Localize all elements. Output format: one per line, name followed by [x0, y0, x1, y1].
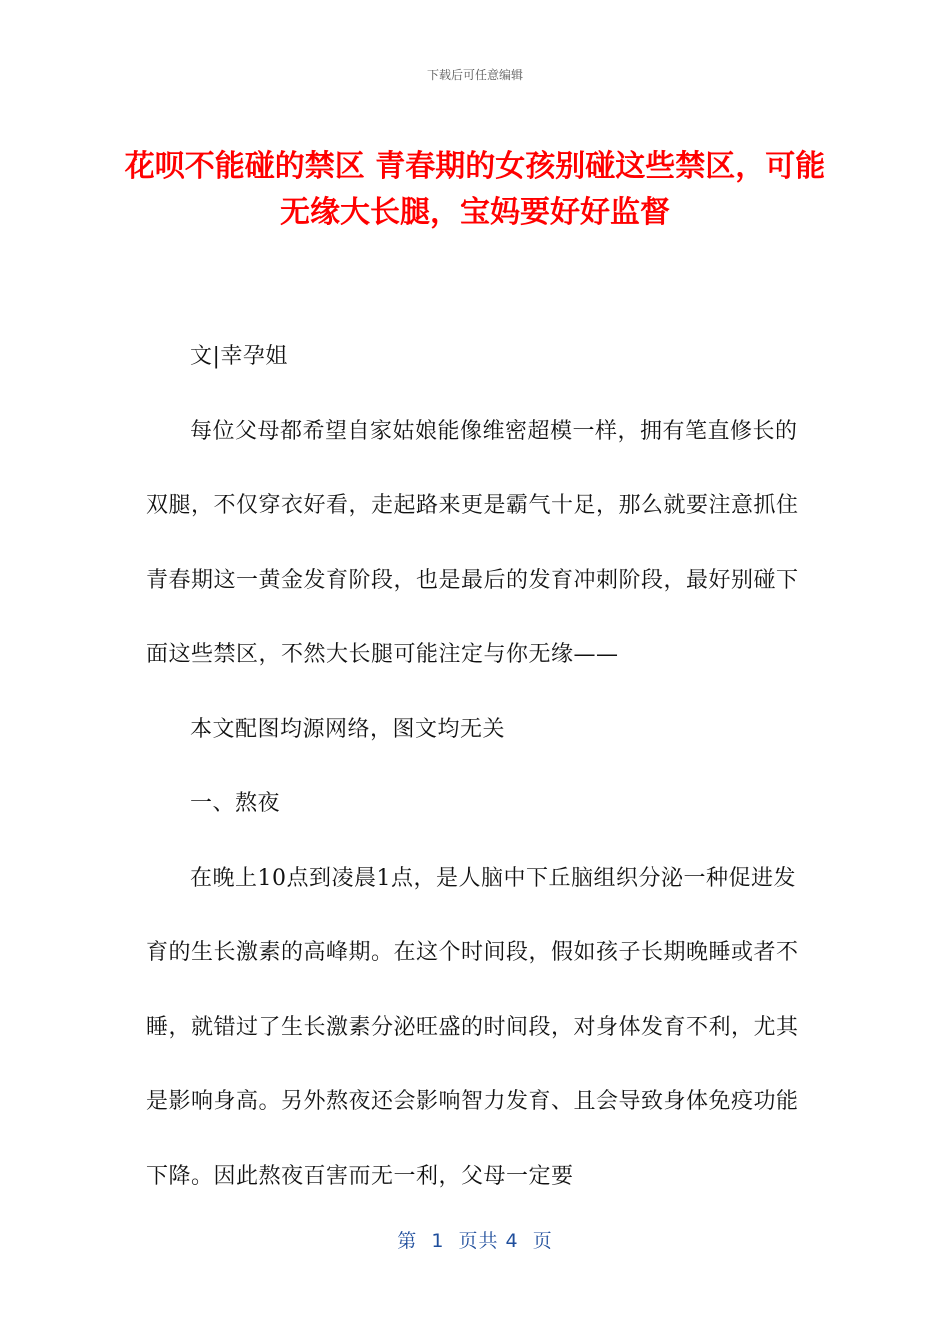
paragraph: 在晚上10点到凌晨1点，是人脑中下丘脑组织分泌一种促进发育的生长激素的高峰期。在这个时间段，假如孩子长期晚睡或者不睡，就错过了生长激素分泌旺盛的时间段，对身体发育不利，尤其是影响身高。另外熬夜还会影响智力发育、且会导致身体免疫功能下降。因此熬夜百害而无一利，父母一定要 — [146, 865, 799, 1189]
paragraph: 每位父母都希望自家姑娘能像维密超模一样，拥有笔直修长的双腿，不仅穿衣好看，走起路来更是霸气十足，那么就要注意抓住青春期这一黄金发育阶段，也是最后的发育冲刺阶段，最好别碰下面这些禁区，不然大长腿可能注定与你无缘—— — [146, 418, 799, 667]
page-number: 第 1 页共 4 页 — [397, 1230, 553, 1252]
image-note: 本文配图均源网络，图文均无关 — [190, 716, 506, 742]
article-title: 花呗不能碰的禁区 青春期的女孩别碰这些禁区，可能无缘大长腿，宝妈要好好监督 — [124, 149, 826, 230]
page-footer — [0, 1226, 950, 1253]
header-note: 下载后可任意编辑 — [426, 68, 523, 82]
author-line: 文|幸孕姐 — [190, 344, 288, 369]
section-heading: 一、熬夜 — [190, 791, 281, 816]
article-body — [146, 320, 806, 1214]
